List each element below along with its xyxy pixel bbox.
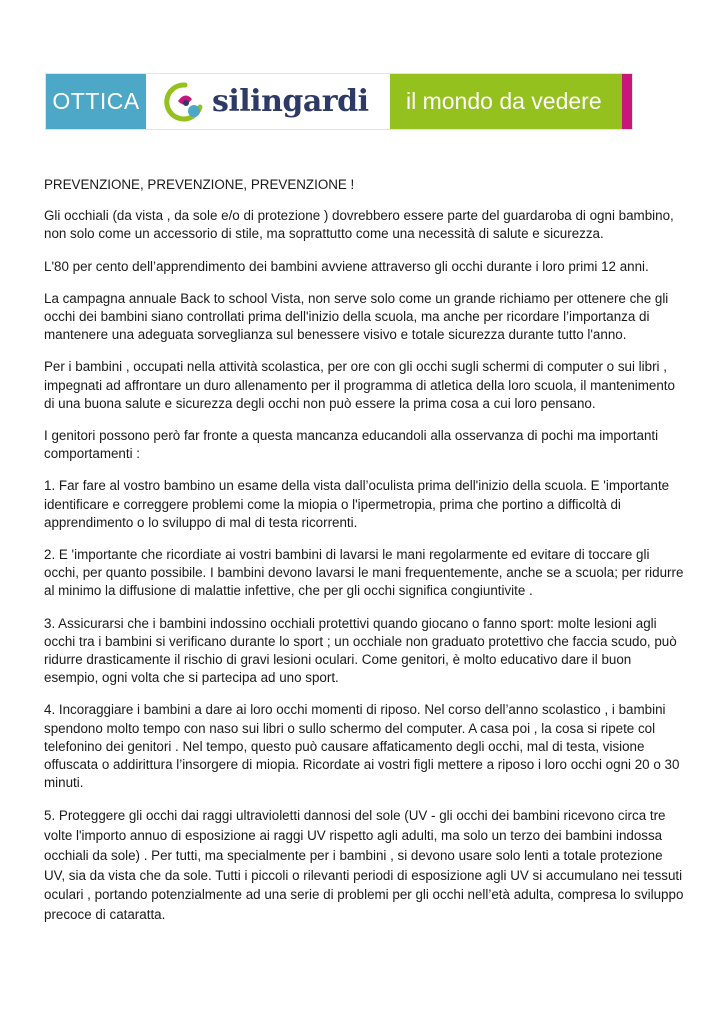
list-item-4: 4. Incoraggiare i bambini a dare ai loro occhi momenti di riposo. Nel corso dell’anno scolastico , i bambini spendono molto tempo con naso sui libri o sullo schermo del computer. A casa poi , la cosa si ripete col telefonino dei genitori . Nel tempo, questo può causare affaticamento degli occhi, mal di testa, visione offuscata o addirittura l’insorgere di miopia. Ricordate ai vostri figli mettere a riposo i loro occhi ogni 20 o 30 minuti. <box>44 702 680 791</box>
ottica-label: OTTICA <box>46 74 146 129</box>
accent-bar <box>622 74 632 129</box>
paragraph-2: L'80 per cento dell’apprendimento dei bambini avviene attraverso gli occhi durante i loro primi 12 anni. <box>44 258 649 274</box>
paragraph-1: Gli occhiali (da vista , da sole e/o di protezione ) dovrebbero essere parte del guardaroba di ogni bambino, non solo come un accessorio di stile, ma soprattutto come una necessità di salute e sicurezza. <box>44 208 674 242</box>
document-title: PREVENZIONE, PREVENZIONE, PREVENZIONE ! <box>44 177 355 192</box>
tagline: il mondo da vedere <box>390 74 622 129</box>
paragraph-5: I genitori possono però far fronte a questa mancanza educandoli alla osservanza di pochi ma importanti comportamenti : <box>44 428 659 462</box>
paragraph-3: La campagna annuale Back to school Vista, non serve solo come un grande richiamo per ottenere che gli occhi dei bambini siano controllati prima dell'inizio della scuola, ma anche per ricordare l’importanza di mantenere una adeguata sorveglianza sul benessere visivo e totale sicurezza durante tutto l'anno. <box>44 290 669 343</box>
list-item-1: 1. Far fare al vostro bambino un esame della vista dall’oculista prima dell'inizio della scuola. E 'importante identificare e correggere problemi come la miopia o l'ipermetropia, prima che portino a difficoltà di apprendimento o lo sviluppo di mal di testa ricorrenti. <box>44 478 670 530</box>
brand-name: silingardi <box>212 84 369 119</box>
document-body <box>44 176 684 925</box>
brand-logo <box>146 74 390 129</box>
list-item-5: 5. Proteggere gli occhi dai raggi ultravioletti dannosi del sole (UV - gli occhi dei bambini ricevono circa tre volte l'importo annuo di esposizione ai raggi UV rispetto agli adulti, ma solo un terzo dei bambini indossa occhiali da sole) . Per tutti, ma specialmente per i bambini , si devono usare solo lenti a totale protezione UV, sia da vista che da sole. Tutti i piccoli o rilevanti periodi di esposizione agli UV si accumulano nei tessuti oculari , portando potenzialmente ad una serie di problemi per gli occhi nell’età adulta, compresa lo sviluppo precoce di cataratta. <box>44 808 684 922</box>
list-item-2: 2. E 'importante che ricordiate ai vostri bambini di lavarsi le mani regolarmente ed evitare di toccare gli occhi, per quanto possibile. I bambini devono lavarsi le mani frequentemente, anche se a scuola; per ridurre al minimo la diffusione di malattie infettive, che per gli occhi significa congiuntivite . <box>44 547 684 599</box>
paragraph-4: Per i bambini , occupati nella attività scolastica, per ore con gli occhi sugli schermi di computer o sui libri , impegnati ad affrontare un duro allenamento per il programma di atletica della loro scuola, il mantenimento di una buona salute e sicurezza degli occhi non può essere la prima cosa a cui loro pensano. <box>44 359 675 411</box>
header-banner <box>45 73 633 130</box>
silingardi-logo-icon <box>164 81 206 123</box>
list-item-3: 3. Assicurarsi che i bambini indossino occhiali protettivi quando giocano o fanno sport: molte lesioni agli occhi tra i bambini si verificano durante lo sport ; un occhiale non graduato protettivo che faccia scudo, può ridurre drasticamente il rischio di gravi lesioni oculari. Come genitori, è molto educativo dare il buon esempio, ogni volta che si partecipa ad uno sport. <box>44 615 677 686</box>
